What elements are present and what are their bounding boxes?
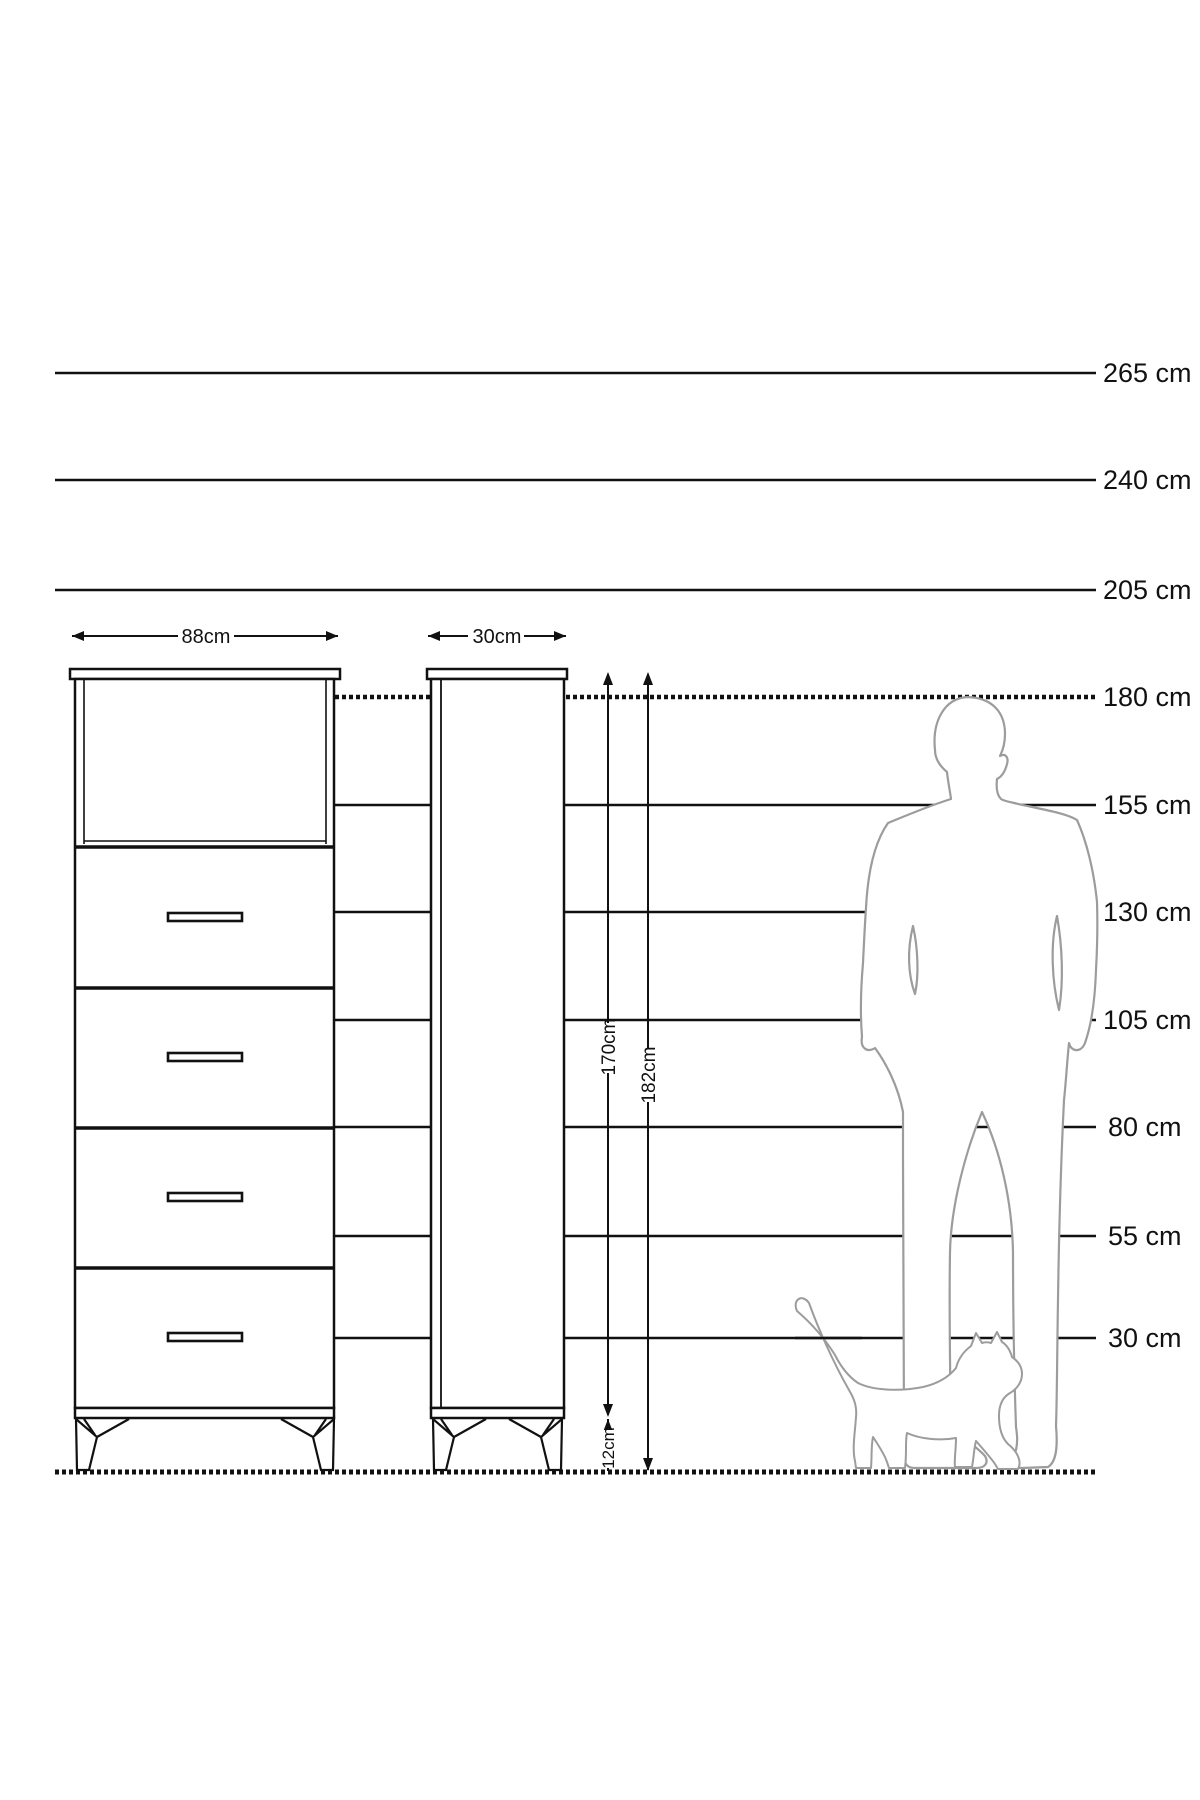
front-legs	[76, 1419, 334, 1470]
leg-height-label: 12cm	[599, 1427, 618, 1469]
scale-label-205: 205 cm	[1103, 575, 1192, 605]
side-top-board	[427, 669, 567, 679]
scale-label-130: 130 cm	[1103, 897, 1192, 927]
scale-label-155: 155 cm	[1103, 790, 1192, 820]
chest-front-view	[70, 669, 340, 1470]
scale-label-30: 30 cm	[1108, 1323, 1182, 1353]
dimension-front-width	[72, 623, 338, 648]
arrow-left-icon	[72, 631, 84, 641]
dimension-side-depth	[428, 623, 566, 648]
carcass-height-label: 170cm	[599, 1018, 620, 1076]
scale-label-80: 80 cm	[1108, 1112, 1182, 1142]
side-depth-label: 30cm	[472, 626, 522, 648]
drawer-handle-4	[168, 1333, 242, 1341]
chest-side-view	[427, 669, 567, 1470]
front-carcass	[75, 679, 334, 1408]
side-leg-left	[433, 1419, 486, 1470]
arrow-down-icon	[643, 1458, 653, 1471]
drawer-handle-2	[168, 1053, 242, 1061]
scale-labels	[1103, 358, 1192, 1353]
scale-label-180: 180 cm	[1103, 682, 1192, 712]
total-height-label: 182cm	[639, 1046, 660, 1104]
side-legs	[433, 1419, 562, 1470]
front-leg-left	[76, 1419, 129, 1470]
front-plinth	[75, 1408, 334, 1418]
arrow-down-icon	[603, 1404, 613, 1417]
arrow-left-icon	[428, 631, 440, 641]
front-width-label: 88cm	[181, 626, 231, 648]
scale-label-265: 265 cm	[1103, 358, 1192, 388]
arrow-right-icon	[554, 631, 566, 641]
scale-label-240: 240 cm	[1103, 465, 1192, 495]
front-leg-right	[281, 1419, 334, 1470]
arrow-right-icon	[326, 631, 338, 641]
dimension-total-height	[635, 672, 661, 1471]
scale-label-105: 105 cm	[1103, 1005, 1192, 1035]
dimension-carcass-height	[595, 672, 621, 1417]
drawer-handle-1	[168, 913, 242, 921]
front-top-board	[70, 669, 340, 679]
side-plinth	[431, 1408, 564, 1418]
dimension-leg-height	[597, 1419, 619, 1471]
side-carcass	[431, 679, 564, 1408]
drawer-handle-3	[168, 1193, 242, 1201]
arrow-up-icon	[643, 672, 653, 685]
side-leg-right	[509, 1419, 562, 1470]
scale-label-55: 55 cm	[1108, 1221, 1182, 1251]
arrow-up-icon	[603, 672, 613, 685]
